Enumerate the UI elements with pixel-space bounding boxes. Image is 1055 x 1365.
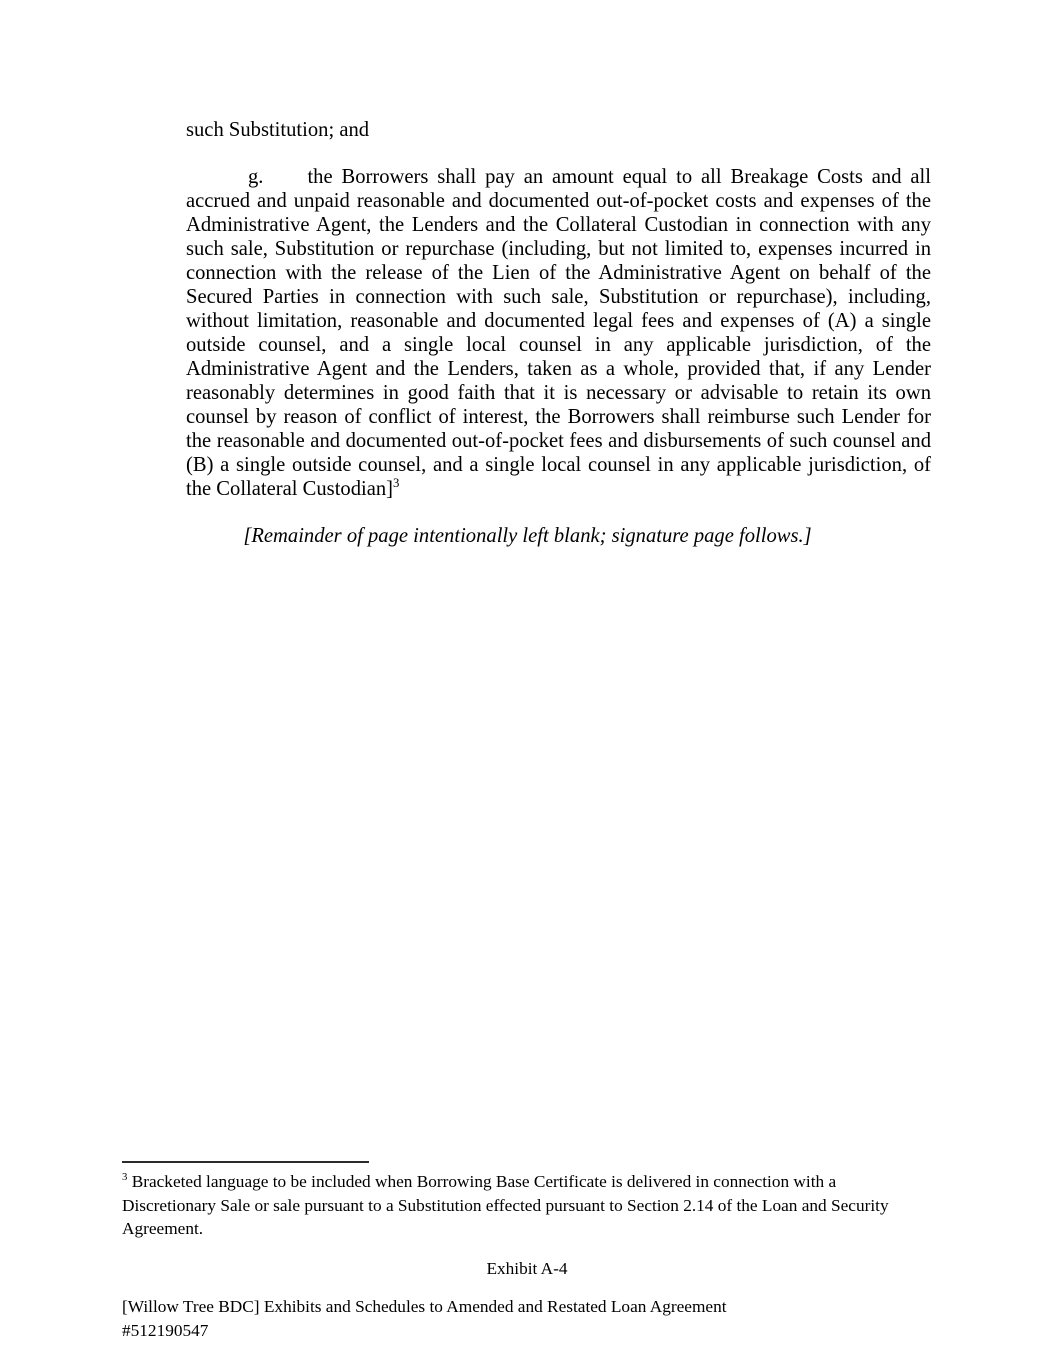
document-body	[124, 118, 931, 548]
footnote-reference-marker: 3	[393, 476, 400, 491]
footer-doc-number: #512190547	[122, 1320, 209, 1340]
remainder-notice: [Remainder of page intentionally left blank; signature page follows.]	[243, 525, 812, 547]
footnote-separator-rule	[122, 1161, 369, 1163]
footnote-and-footer	[122, 1161, 932, 1342]
intro-paragraph: such Substitution; and	[186, 119, 370, 141]
footnote	[122, 1170, 932, 1241]
footnote-number: 3	[122, 1171, 128, 1184]
exhibit-label: Exhibit A-4	[486, 1258, 568, 1278]
clause-letter: g.	[248, 166, 264, 188]
footnote-text: Bracketed language to be included when Borrowing Base Certificate is delivered in connection with a Discretionary Sale or sale pursuant to a Substitution effected pursuant to Section 2.14 of the Loan and Security Agreement.	[122, 1172, 889, 1238]
clause-g-text: the Borrowers shall pay an amount equal to all Breakage Costs and all accrued and unpaid reasonable and documented out-of-pocket costs and expenses of the Administrative Agent, the Lenders and the Collateral Custodian in connection with any such sale, Substitution or repurchase (including, but not limited to, expenses incurred in connection with the release of the Lien of the Administrative Agent on behalf of the Secured Parties in connection with such sale, Substitution or repurchase), including, without limitation, reasonable and documented legal fees and expenses of (A) a single outside counsel, and a single local counsel in any applicable jurisdiction, of the Administrative Agent and the Lenders, taken as a whole, provided that, if any Lender reasonably determines in good faith that it is necessary or advisable to retain its own counsel by reason of conflict of interest, the Borrowers shall reimburse such Lender for the reasonable and documented out-of-pocket fees and disbursements of such counsel and (B) a single outside counsel, and a single local counsel in any applicable jurisdiction, of the Collateral Custodian]	[186, 166, 931, 500]
footer-doc-title: [Willow Tree BDC] Exhibits and Schedules to Amended and Restated Loan Agreement	[122, 1297, 727, 1316]
document-footer	[122, 1295, 932, 1342]
clause-g-paragraph	[186, 165, 931, 501]
